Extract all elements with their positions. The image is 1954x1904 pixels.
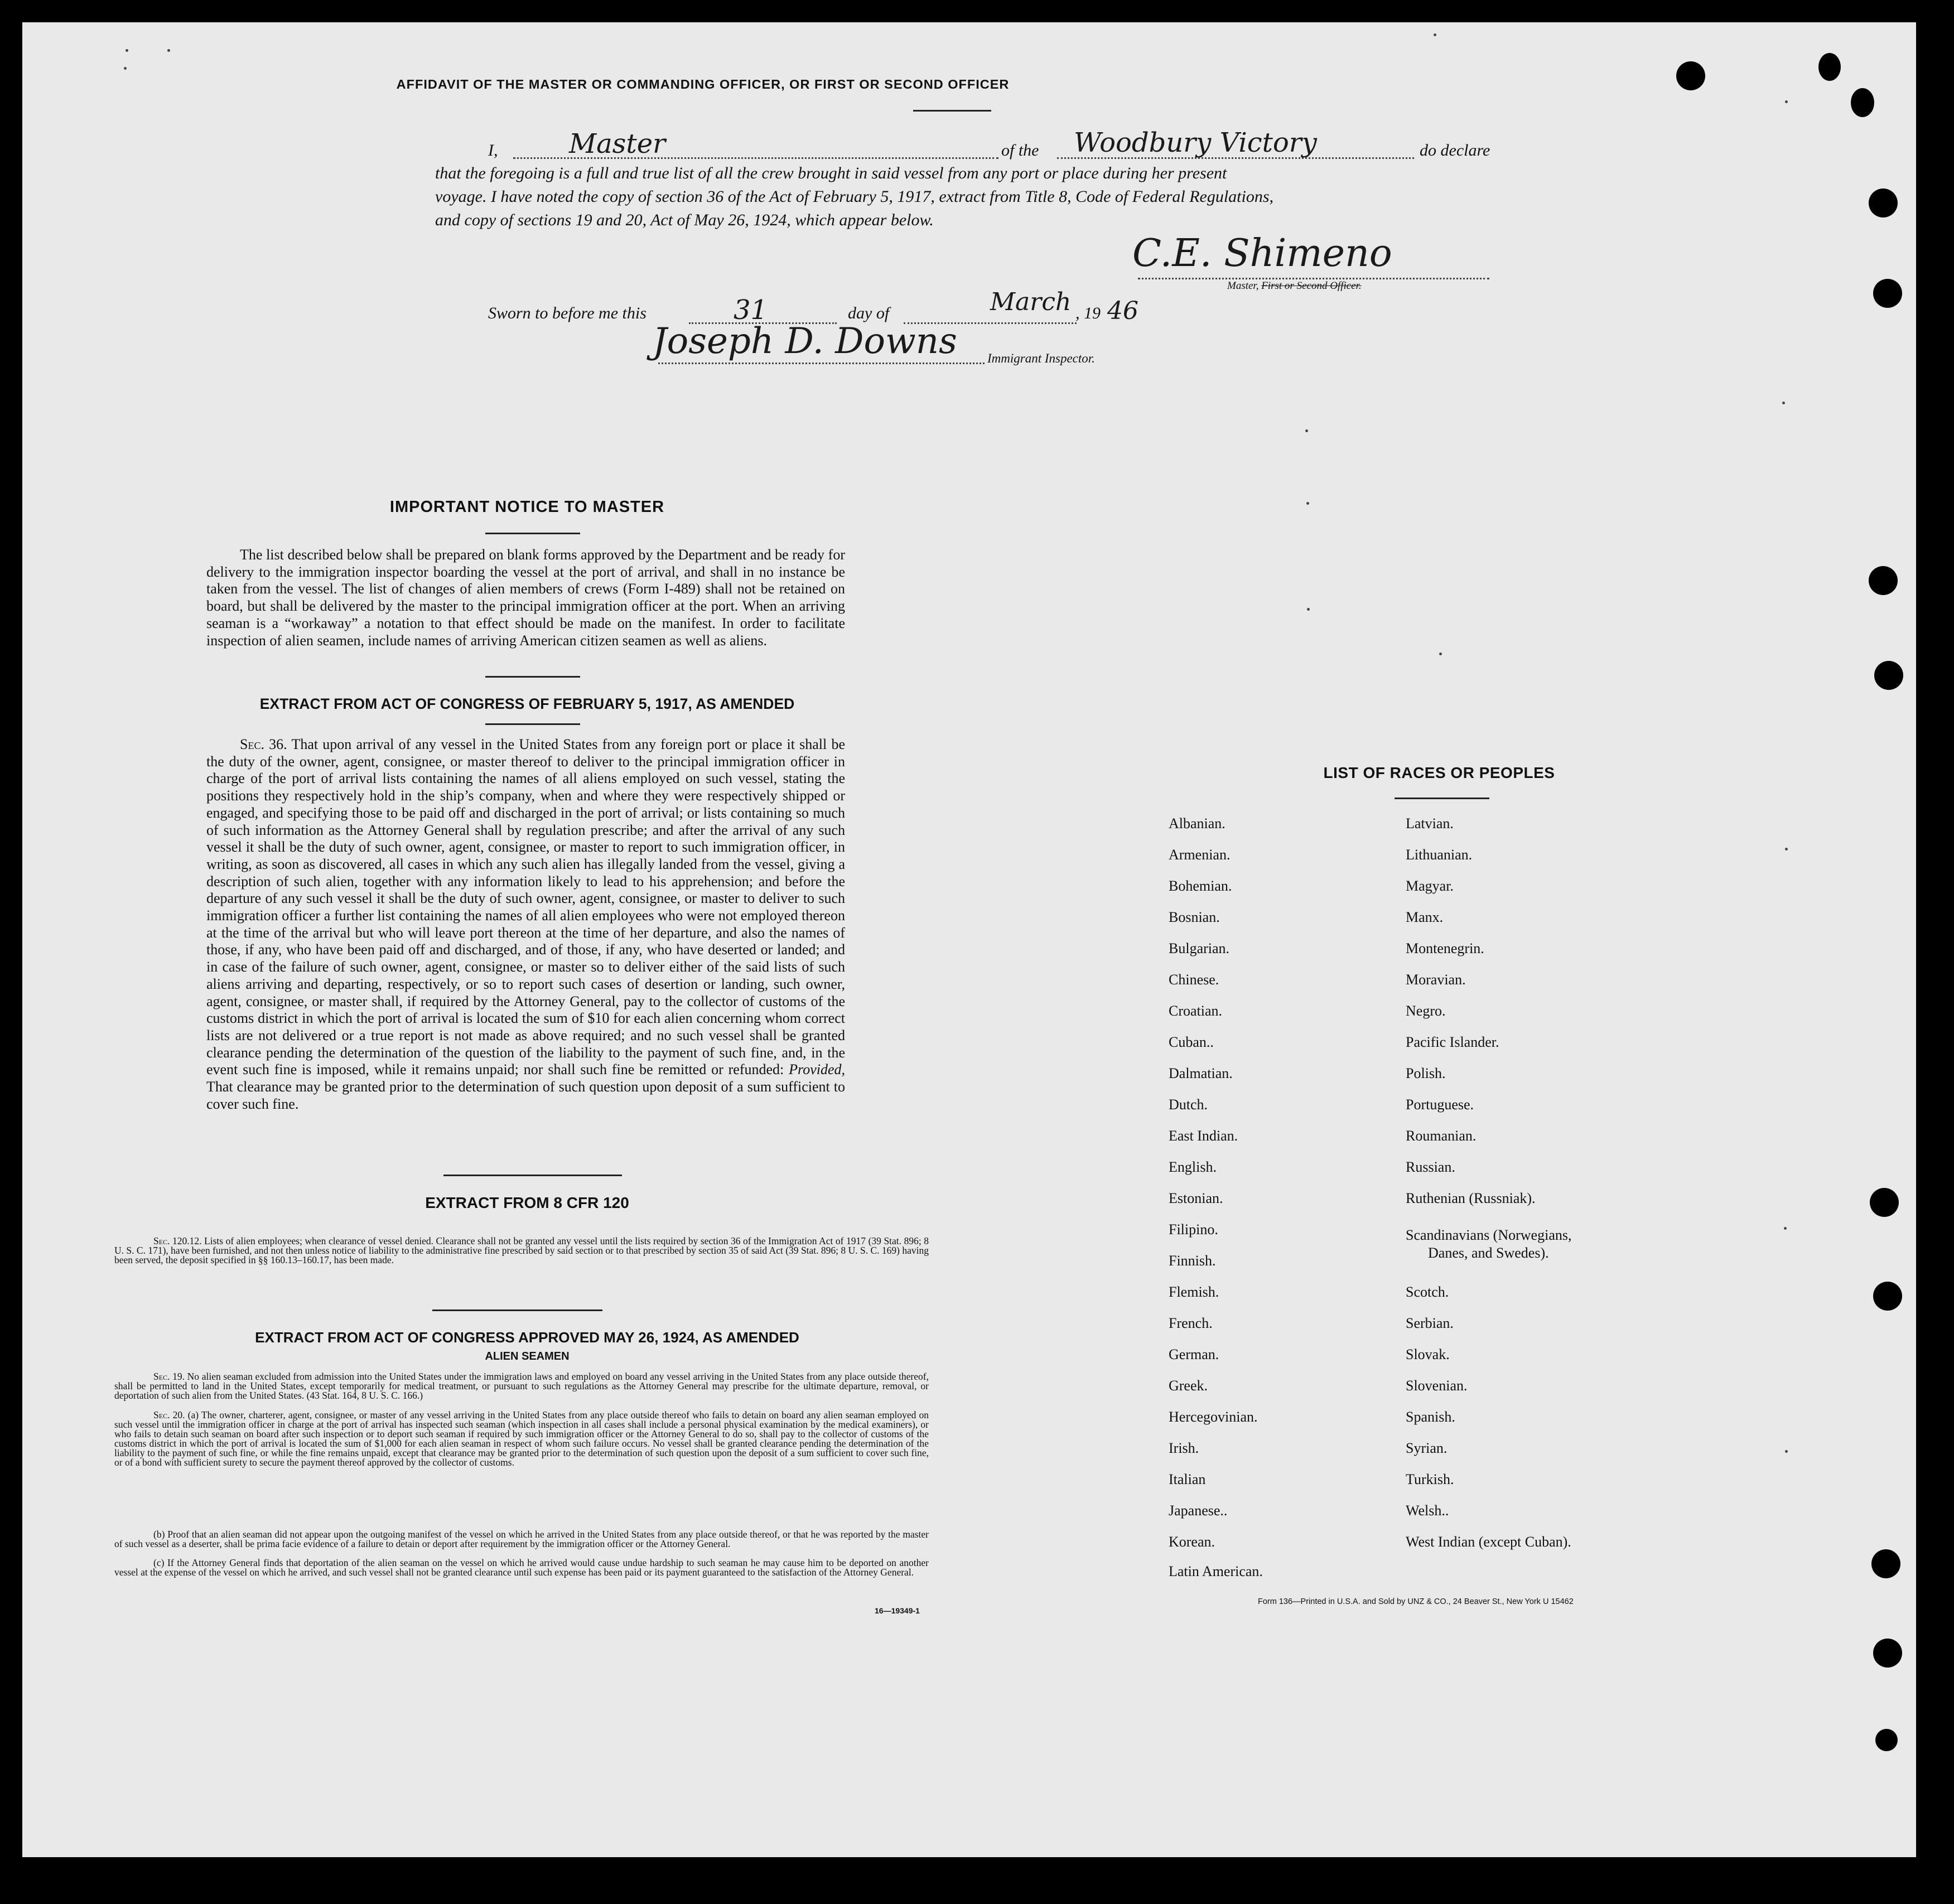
race-item: Latvian. xyxy=(1406,815,1454,832)
master-caption xyxy=(1227,280,1362,292)
speck xyxy=(1785,1450,1788,1453)
inspector-caption: Immigrant Inspector. xyxy=(987,351,1095,365)
races-title: LIST OF RACES OR PEOPLES xyxy=(1323,764,1555,781)
race-item: Armenian. xyxy=(1169,847,1231,863)
race-item: Chinese. xyxy=(1169,972,1219,988)
punch-hole xyxy=(1874,661,1903,690)
speck xyxy=(1434,33,1436,36)
race-item: Bosnian. xyxy=(1169,909,1220,925)
race-item: Spanish. xyxy=(1406,1409,1455,1425)
race-item: Greek. xyxy=(1169,1378,1208,1394)
race-item: East Indian. xyxy=(1169,1128,1238,1144)
race-item: Dalmatian. xyxy=(1169,1065,1233,1081)
race-item: English. xyxy=(1169,1159,1217,1175)
race-item: Polish. xyxy=(1406,1065,1446,1081)
race-item: Cuban.. xyxy=(1169,1034,1214,1050)
speck xyxy=(126,49,128,52)
race-item: Dutch. xyxy=(1169,1096,1208,1113)
title-rule xyxy=(913,110,991,112)
race-item: Serbian. xyxy=(1406,1315,1454,1331)
race-item: Magyar. xyxy=(1406,878,1454,894)
master-caption-master: Master, xyxy=(1227,280,1259,292)
race-item: West Indian (except Cuban). xyxy=(1406,1534,1571,1550)
race-item: Bohemian. xyxy=(1169,878,1232,894)
cfr-body xyxy=(114,1236,929,1265)
inspector-signature: Joseph D. Downs xyxy=(653,321,957,362)
notice-rule xyxy=(485,533,580,534)
extract-1924-subtitle: ALIEN SEAMEN xyxy=(485,1350,570,1362)
race-item: Russian. xyxy=(1406,1159,1455,1175)
master-signature-line xyxy=(1138,278,1489,279)
sec-19-text: No alien seaman excluded from admission into the United States under the immigration laws and employed on board any vessel arriving in the United States from any place outside thereof, shall be permitted to land in the United States, except temporarily for medical treatment, or pursuant to such regulations as the Attorney General may prescribe for the ultimate departure, removal, or deportation of such alien from the United States. (43 Stat. 164, 8 U. S. C. 166.) xyxy=(114,1371,929,1401)
extract-1917-body xyxy=(206,736,845,1113)
race-item: Bulgarian. xyxy=(1169,940,1230,956)
extract-1917-rule-2 xyxy=(443,1175,622,1176)
extract-1917-title: EXTRACT FROM ACT OF CONGRESS OF FEBRUARY 5, 1917, AS AMENDED xyxy=(259,695,795,712)
race-item: Moravian. xyxy=(1406,972,1466,988)
punch-hole xyxy=(1676,61,1705,90)
printer-footer: Form 136—Printed in U.S.A. and Sold by UNZ & CO., 24 Beaver St., New York U 15462 xyxy=(1258,1597,1574,1606)
document-page xyxy=(22,22,1916,1857)
vessel-value: Woodbury Victory xyxy=(1074,127,1317,158)
sec-20a xyxy=(114,1410,929,1467)
notice-title: IMPORTANT NOTICE TO MASTER xyxy=(389,498,665,516)
cfr-sec-label: Sec. 120.12. xyxy=(153,1235,202,1246)
of-the-label: of the xyxy=(1001,141,1039,160)
race-item: Pacific Islander. xyxy=(1406,1034,1499,1050)
sworn-day: 31 xyxy=(734,294,768,326)
sec-19-label: Sec. 19. xyxy=(153,1371,185,1382)
speck xyxy=(1305,429,1308,432)
race-item: Danes, and Swedes). xyxy=(1428,1245,1549,1261)
race-item: Albanian. xyxy=(1169,815,1226,832)
punch-hole xyxy=(1851,88,1874,117)
declare-label: do declare xyxy=(1420,141,1490,160)
cfr-title: EXTRACT FROM 8 CFR 120 xyxy=(425,1194,629,1211)
races-rule xyxy=(1395,798,1489,799)
speck xyxy=(124,67,127,70)
sec-36-text-1: That upon arrival of any vessel in the United States from any foreign port or place it shall be the duty of the owner, agent, consignee, or master thereof to deliver to the principal immigration officer in charge of the port of arrival lists containing the names of all aliens employed on such vessel, stating the positions they respectively hold in the ship’s company, when and where they were respectively shipped or engaged, and specifying those to be paid off and discharged in the port of arrival; or lists containing so much of such information as the Attorney General shall by regulation prescribe; and after the arrival of any such vessel it shall be the duty of such owner, agent, consignee, or master to report to such immigration officer, in writing, as soon as discovered, all cases in which any such alien has illegally landed from the vessel, giving a description of such alien, together with any information likely to lead to his apprehension; and before the departure of any such vessel it shall be the duty of such owner, agent, consignee, or master to deliver to such immigration officer a further list containing the names of all alien employees who were not employed thereon at the time of the arrival but who will leave port thereon at the time of her departure, and also the names of those, if any, who have been paid off and discharged, and of those, if any, who have deserted or landed; and in case of the failure of such owner, agent, consignee, or master so to deliver either of the said lists of such aliens arriving and departing, respectively, or so to report such cases of desertion or landing, such owner, agent, consignee, or master shall, if required by the Attorney General, pay to the collector of customs of the customs district in which the port of arrival is located the sum of $10 for each alien concerning whom correct lists are not delivered or a true report is not made as above required; and no such vessel shall be granted clearance pending the determination of the question of the liability to the payment of such fine, and, in the event such fine is imposed, while it remains unpaid; nor shall such fine be remitted or refunded: xyxy=(206,736,845,1078)
punch-hole xyxy=(1871,1549,1900,1578)
race-item: Ruthenian (Russniak). xyxy=(1406,1190,1536,1206)
race-item: Filipino. xyxy=(1169,1221,1218,1238)
race-item: Estonian. xyxy=(1169,1190,1223,1206)
race-item: Italian xyxy=(1169,1471,1206,1487)
race-item: Portuguese. xyxy=(1406,1096,1474,1113)
race-item: French. xyxy=(1169,1315,1213,1331)
affidavit-line-2: that the foregoing is a full and true list of all the crew brought in said vessel from any port or place during her present xyxy=(435,164,1227,182)
affidavit-title: AFFIDAVIT OF THE MASTER OR COMMANDING OFFICER, OR FIRST OR SECOND OFFICER xyxy=(396,77,1010,91)
punch-hole xyxy=(1875,1729,1898,1751)
race-item: Flemish. xyxy=(1169,1284,1219,1300)
cfr-sec-text: Lists of alien employees; when clearance of vessel denied. Clearance shall not be granted any vessel until the lists required by section 36 of the Immigration Act of 1917 (39 Stat. 896; 8 U. S. C. 171), have been furnished, and not then unless notice of liability to the administrative fine prescribed by said section or to that prescribed by section 35 of said Act (39 Stat. 896; 8 U. S. C. 169) having been served, the deposit specified in §§ 160.13–160.17, has been made. xyxy=(114,1235,929,1265)
race-item: Manx. xyxy=(1406,909,1444,925)
form-code: 16—19349-1 xyxy=(875,1606,920,1615)
year-suffix: 46 xyxy=(1107,297,1138,325)
sworn-label: Sworn to before me this xyxy=(488,304,646,322)
speck xyxy=(1784,1227,1787,1230)
race-item: Scotch. xyxy=(1406,1284,1449,1300)
race-item: Welsh.. xyxy=(1406,1502,1449,1519)
sec-36-provided: Provided, xyxy=(789,1061,845,1078)
race-item: Croatian. xyxy=(1169,1003,1223,1019)
punch-hole xyxy=(1869,189,1898,218)
sec-20a-text: (a) The owner, charterer, agent, consignee, or master of any vessel arriving in the United States from any place outside thereof who fails to detain on board any alien seaman employed on such vessel until the immigration officer in charge at the port of arrival has inspected such seaman (which inspection in all cases shall include a personal physical examination by the medical examiners), or who fails to detain such seaman on board after such inspection or to deport such seaman if required by such immigration officer or the Attorney General to do so, shall pay to the collector of customs of the customs district in which the port of arrival is located the sum of $1,000 for each alien seaman in respect of whom such failure occurs. No vessel shall be granted clearance pending the determination of the liability to the payment of such fine, or while the fine remains unpaid, except that clearance may be granted prior to the determination of such question upon the deposit of a sum sufficient to cover such fine, or of a bond with sufficient surety to secure the payment thereof approved by the collector of customs. xyxy=(114,1409,929,1468)
speck xyxy=(1782,402,1785,404)
race-item: Hercegovinian. xyxy=(1169,1409,1258,1425)
race-item: Slovenian. xyxy=(1406,1378,1468,1394)
speck xyxy=(167,49,170,52)
race-item: Latin American. xyxy=(1169,1563,1263,1579)
cfr-rule xyxy=(432,1309,602,1311)
race-item: Finnish. xyxy=(1169,1253,1216,1269)
speck xyxy=(1785,848,1788,850)
year-prefix: , 19 xyxy=(1075,304,1101,322)
race-item: Roumanian. xyxy=(1406,1128,1477,1144)
punch-hole xyxy=(1873,279,1902,308)
inspector-signature-line xyxy=(658,363,985,364)
i-value: Master xyxy=(569,128,666,160)
notice-body: The list described below shall be prepared on blank forms approved by the Department and be ready for delivery to the immigration inspector boarding the vessel at the port of arrival, and shall in no instance be taken from the vessel. The list of changes of alien members of crews (Form I-489) shall not be retained on board, but shall be delivered by the master to the principal immigration officer at the port. When an arriving seaman is a “workaway” a notation to that effect should be made on the manifest. In order to facilitate inspection of alien seamen, include names of arriving American citizen seamen as well as aliens. xyxy=(206,547,845,649)
extract-1924-title: EXTRACT FROM ACT OF CONGRESS APPROVED MAY 26, 1924, AS AMENDED xyxy=(255,1329,799,1346)
race-item: Slovak. xyxy=(1406,1346,1450,1362)
race-item: Korean. xyxy=(1169,1534,1215,1550)
race-item: Scandinavians (Norwegians, xyxy=(1406,1227,1572,1243)
sec-36-label: Sec. 36. xyxy=(240,736,287,752)
notice-rule-2 xyxy=(485,676,580,678)
race-item: Montenegrin. xyxy=(1406,940,1484,956)
day-of-label: day of xyxy=(848,304,890,322)
speck xyxy=(1785,100,1788,103)
sec-36-text-2: That clearance may be granted prior to the determination of such question upon deposit of a sum sufficient to cover such fine. xyxy=(206,1079,845,1112)
affidavit-line-4: and copy of sections 19 and 20, Act of May 26, 1924, which appear below. xyxy=(435,211,934,229)
race-item: Syrian. xyxy=(1406,1440,1448,1456)
affidavit-line-3: voyage. I have noted the copy of section 36 of the Act of February 5, 1917, extract from Title 8, Code of Federal Regulations, xyxy=(435,187,1274,206)
race-item: German. xyxy=(1169,1346,1219,1362)
sec-19 xyxy=(114,1372,929,1400)
punch-hole xyxy=(1869,566,1898,595)
speck xyxy=(1307,608,1310,611)
punch-hole xyxy=(1873,1639,1902,1668)
sworn-month: March xyxy=(990,288,1072,316)
punch-hole xyxy=(1818,53,1841,81)
speck xyxy=(1306,502,1309,505)
race-item: Lithuanian. xyxy=(1406,847,1473,863)
race-item: Negro. xyxy=(1406,1003,1446,1019)
master-caption-struck: First or Second Officer. xyxy=(1261,280,1362,292)
master-signature: C.E. Shimeno xyxy=(1132,231,1392,276)
sec-20b: (b) Proof that an alien seaman did not appear upon the outgoing manifest of the vessel on which he arrived in the United States from any place outside thereof, or that he was reported by the master of such vessel as a deserter, shall be prima facie evidence of a failure to detain or deport after requirement by the immigration officer or the Attorney General. xyxy=(114,1529,929,1549)
race-item: Irish. xyxy=(1169,1440,1199,1456)
punch-hole xyxy=(1870,1188,1899,1217)
i-label: I, xyxy=(488,141,498,160)
sec-20c: (c) If the Attorney General finds that deportation of the alien seaman on the vessel on which he arrived would cause undue hardship to such seaman he may cause him to be deported on another vessel at the expense of the vessel on which he arrived, and such vessel shall not be granted clearance until such expense has been paid or its payment guaranteed to the satisfaction of the Attorney General. xyxy=(114,1557,929,1578)
sec-20-label: Sec. 20. xyxy=(153,1409,185,1420)
race-item: Turkish. xyxy=(1406,1471,1454,1487)
speck xyxy=(1439,653,1442,655)
extract-1917-rule xyxy=(485,723,580,725)
race-item: Japanese.. xyxy=(1169,1502,1228,1519)
punch-hole xyxy=(1873,1282,1902,1311)
